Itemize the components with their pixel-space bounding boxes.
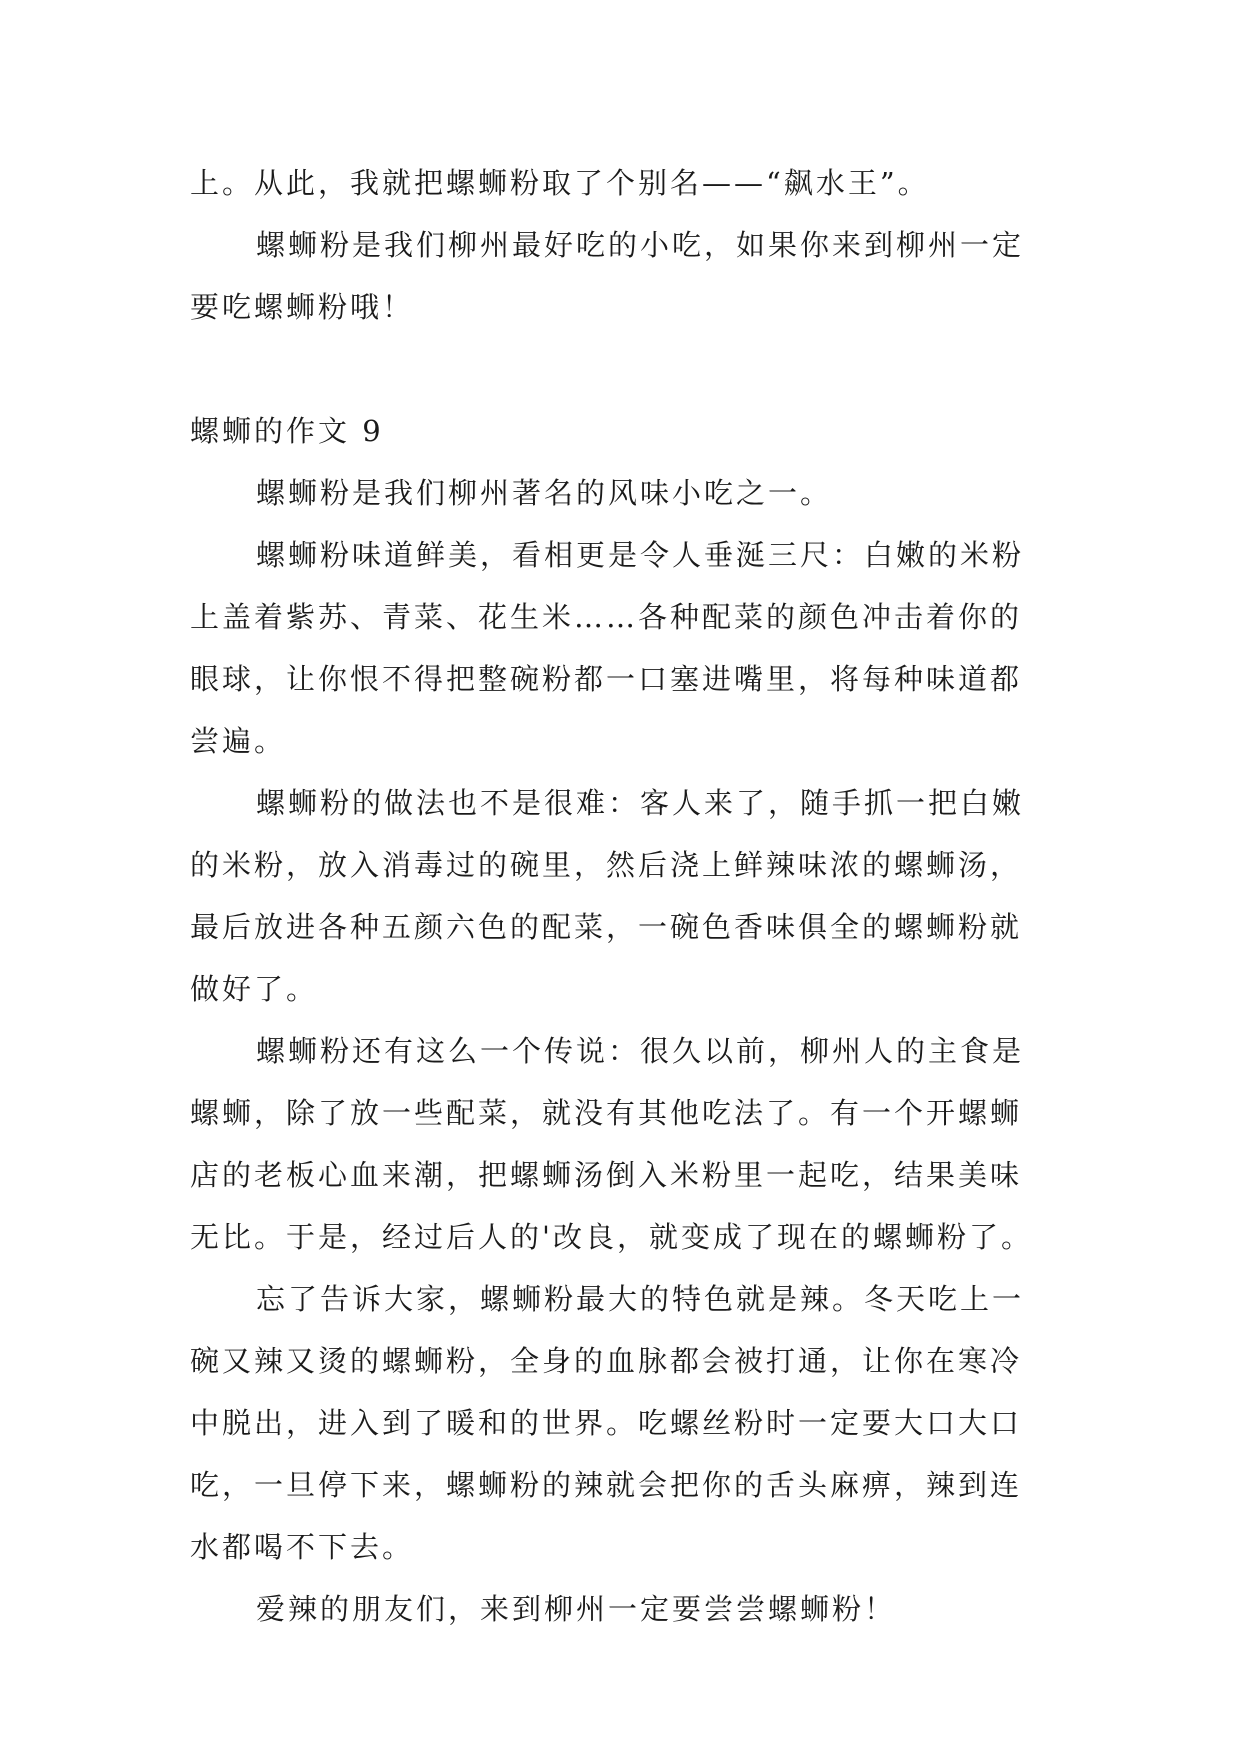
text-line: 尝遍。 [190, 724, 287, 758]
text-line: 要吃螺蛳粉哦！ [190, 290, 415, 324]
text-line: 螺蛳，除了放一些配菜，就没有其他吃法了。有一个开螺蛳 [190, 1096, 1023, 1130]
text-line: 螺蛳粉味道鲜美，看相更是令人垂涎三尺：白嫩的米粉 [256, 538, 1025, 572]
text-line: 无比。于是，经过后人的'改良，就变成了现在的螺蛳粉了。 [190, 1220, 1033, 1254]
section-title: 螺蛳的作文 9 [190, 414, 384, 448]
text-line: 爱辣的朋友们，来到柳州一定要尝尝螺蛳粉！ [256, 1592, 897, 1626]
text-line: 螺蛳粉的做法也不是很难：客人来了，随手抓一把白嫩 [256, 786, 1025, 820]
text-line: 螺蛳粉是我们柳州最好吃的小吃，如果你来到柳州一定 [256, 228, 1025, 262]
text-line: 吃，一旦停下来，螺蛳粉的辣就会把你的舌头麻痹，辣到连 [190, 1468, 1023, 1502]
paragraph-gap [190, 338, 1080, 400]
text-line: 螺蛳粉是我们柳州著名的风味小吃之一。 [256, 476, 833, 510]
text-line: 上盖着紫苏、青菜、花生米……各种配菜的颜色冲击着你的 [190, 600, 1023, 634]
text-line: 做好了。 [190, 972, 319, 1006]
text-line: 中脱出，进入到了暖和的世界。吃螺丝粉时一定要大口大口 [190, 1406, 1023, 1440]
text-line: 碗又辣又烫的螺蛳粉，全身的血脉都会被打通，让你在寒冷 [190, 1344, 1023, 1378]
text-line: 最后放进各种五颜六色的配菜，一碗色香味俱全的螺蛳粉就 [190, 910, 1023, 944]
text-line: 忘了告诉大家，螺蛳粉最大的特色就是辣。冬天吃上一 [256, 1282, 1025, 1316]
text-line: 眼球，让你恨不得把整碗粉都一口塞进嘴里，将每种味道都 [190, 662, 1023, 696]
text-line: 水都喝不下去。 [190, 1530, 415, 1564]
document-page [190, 152, 1080, 1640]
text-line: 的米粉，放入消毒过的碗里，然后浇上鲜辣味浓的螺蛳汤， [190, 848, 1023, 882]
text-line: 上。从此，我就把螺蛳粉取了个别名——“飙水王”。 [190, 166, 930, 200]
text-line: 店的老板心血来潮，把螺蛳汤倒入米粉里一起吃，结果美味 [190, 1158, 1023, 1192]
text-line: 螺蛳粉还有这么一个传说：很久以前，柳州人的主食是 [256, 1034, 1025, 1068]
